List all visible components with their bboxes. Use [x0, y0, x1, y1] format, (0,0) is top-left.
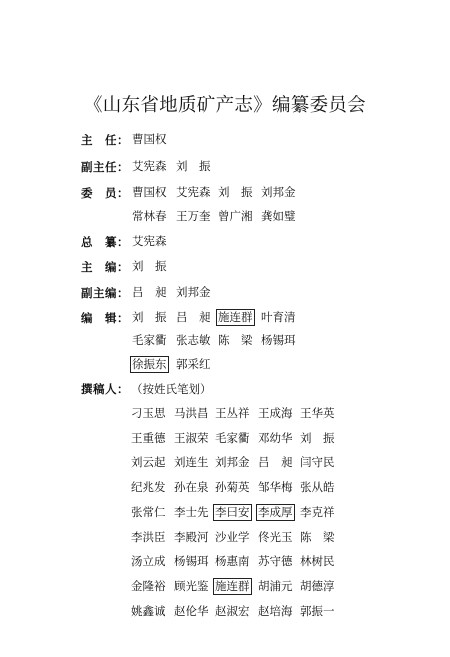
member-name: 刘 振: [218, 185, 253, 199]
member-name: 刘云起: [131, 455, 166, 469]
section-label: 总 纂：: [81, 235, 129, 249]
writers-row: [0, 577, 450, 599]
member-name: 王重德: [131, 431, 166, 445]
member-name: 邓幼华: [258, 431, 293, 445]
member-name: 毛家衢: [215, 431, 250, 445]
member-name: 刘连生: [174, 455, 209, 469]
member-name: 佟光玉: [258, 530, 293, 544]
member-name: 顾光鉴: [174, 579, 209, 593]
member-name: 金隆裕: [131, 579, 166, 593]
writers-header: [0, 379, 450, 401]
member-name: 李士先: [174, 505, 209, 519]
member-name: 胡德淳: [300, 579, 335, 593]
member-name: 陈 梁: [218, 333, 253, 347]
member-name: 吕 昶: [258, 455, 293, 469]
member-name: 胡浦元: [258, 579, 293, 593]
member-name: 王淑荣: [174, 431, 209, 445]
member-name: 沙业学: [215, 530, 250, 544]
member-name: 杨锡珥: [174, 554, 209, 568]
member-name: 刘 振: [300, 431, 335, 445]
member-name: 林树民: [300, 554, 335, 568]
section-row: [0, 207, 450, 229]
member-name: 李殿河: [174, 530, 209, 544]
writers-row: [0, 528, 450, 550]
member-name: 龚如璧: [261, 209, 296, 223]
section-row: [0, 331, 450, 353]
member-name: 姚鑫诚: [131, 604, 166, 618]
section-label: 主 任：: [81, 133, 129, 147]
member-name: 李曰安: [215, 505, 250, 519]
member-name: 吕 昶: [176, 310, 211, 324]
member-name: 曹国权: [132, 132, 167, 146]
member-name: 孙菊英: [215, 480, 250, 494]
member-name: 毛家衢: [132, 333, 167, 347]
member-name: 刘邦金: [176, 285, 211, 299]
member-name: 王华英: [300, 406, 335, 420]
section-label: 编 辑：: [81, 311, 129, 325]
writers-row: [0, 453, 450, 475]
member-name: 徐振东: [132, 357, 167, 371]
member-name: 苏守德: [258, 554, 293, 568]
member-name: 张从皓: [300, 480, 335, 494]
member-name: 杨惠南: [215, 554, 250, 568]
section-row: [0, 308, 450, 330]
writers-row: [0, 404, 450, 426]
writers-label: 撰稿人：: [81, 382, 129, 396]
member-name: 李克祥: [300, 505, 335, 519]
section-row: [0, 232, 450, 254]
section-label: 主 编：: [81, 260, 129, 274]
member-name: 曹国权: [132, 185, 167, 199]
member-name: 李洪臣: [131, 530, 166, 544]
member-name: 吕 昶: [132, 285, 167, 299]
member-name: 赵淑宏: [215, 604, 250, 618]
section-row: [0, 183, 450, 205]
member-name: 刘 振: [132, 310, 167, 324]
section-row: [0, 283, 450, 305]
member-name: 施连群: [215, 579, 250, 593]
member-name: 郭振一: [300, 604, 335, 618]
member-name: 陈 梁: [300, 530, 335, 544]
member-name: 艾宪森: [132, 159, 167, 173]
section-row: [0, 257, 450, 279]
writers-note: （按姓氏笔划）: [131, 382, 212, 396]
member-name: 张常仁: [131, 505, 166, 519]
member-name: 郭采红: [176, 357, 211, 371]
member-name: 王成海: [258, 406, 293, 420]
member-name: 汤立成: [131, 554, 166, 568]
member-name: 马洪昌: [174, 406, 209, 420]
member-name: 常林春: [132, 209, 167, 223]
member-name: 叶育清: [261, 310, 296, 324]
member-name: 杨锡珥: [261, 333, 296, 347]
member-name: 李成厚: [258, 505, 293, 519]
member-name: 赵伦华: [174, 604, 209, 618]
writers-row: [0, 503, 450, 525]
member-name: 刁玉思: [131, 406, 166, 420]
section-label: 委 员：: [81, 186, 129, 200]
writers-row: [0, 552, 450, 574]
member-name: 王丛祥: [215, 406, 250, 420]
member-name: 纪兆发: [131, 480, 166, 494]
member-name: 艾宪森: [176, 185, 211, 199]
section-row: [0, 157, 450, 179]
member-name: 王万奎: [176, 209, 211, 223]
member-name: 闫守民: [300, 455, 335, 469]
member-name: 赵培海: [258, 604, 293, 618]
member-name: 孙在泉: [174, 480, 209, 494]
member-name: 艾宪森: [132, 234, 167, 248]
writers-row: [0, 478, 450, 500]
section-label: 副主任：: [81, 160, 129, 174]
page-title: 《山东省地质矿产志》编纂委员会: [83, 95, 366, 116]
writers-row: [0, 602, 450, 624]
member-name: 施连群: [218, 310, 253, 324]
writers-row: [0, 429, 450, 451]
member-name: 刘邦金: [215, 455, 250, 469]
member-name: 曾广湘: [218, 209, 253, 223]
section-row: [0, 130, 450, 152]
member-name: 刘邦金: [261, 185, 296, 199]
section-label: 副主编：: [81, 286, 129, 300]
section-row: [0, 355, 450, 377]
member-name: 张志敏: [176, 333, 211, 347]
member-name: 邹华梅: [258, 480, 293, 494]
member-name: 刘 振: [176, 159, 211, 173]
member-name: 刘 振: [132, 259, 167, 273]
